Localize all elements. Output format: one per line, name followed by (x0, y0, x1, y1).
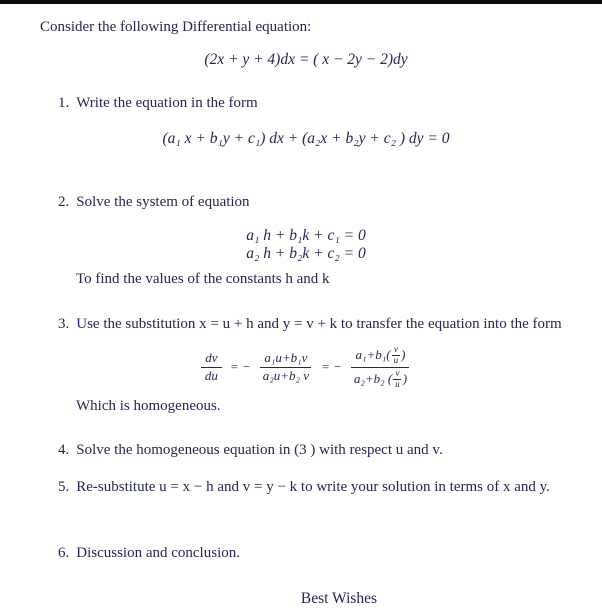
item-1-number: 1. (58, 94, 70, 111)
main-differential-equation: (2x + y + 4)dx = ( x − 2y − 2)dy (204, 50, 408, 68)
item-2-text: Solve the system of equation (76, 194, 250, 211)
middle-fraction: $\frac{\text{a₁u+b₁v}}{\text{a₂u+b₂ v}}$ (259, 351, 313, 384)
dv-du-fraction: $\frac{dv}{du}$ (201, 351, 222, 384)
list-item-2 (58, 193, 568, 213)
item-4-number: 4. (58, 441, 70, 458)
v-over-u-fraction: v u (393, 343, 399, 365)
list-item-5 (58, 478, 568, 498)
item-3-note: Which is homogeneous. (76, 398, 221, 415)
intro-text: Consider the following Differential equation: (40, 19, 312, 35)
equals-minus-sign-2: = − (321, 358, 342, 374)
item-3-text: Use the substitution x = u + h and y = v + k to transfer the equation into the form (76, 316, 562, 333)
v-over-u-fraction: v u (395, 367, 400, 389)
item-5-number: 5. (58, 479, 70, 496)
list-item-3 (58, 315, 568, 335)
list-item-1 (58, 94, 568, 114)
item-1-text: Write the equation in the form (76, 94, 258, 111)
item-5-text: Re-substitute u = x − h and v = y − k to write your solution in terms of x and y. (76, 479, 550, 496)
item-3-number: 3. (58, 316, 70, 333)
item-1-formula: (a₁ x + b₁y + c₁) dx + (a₂x + b₂y + c₂ ) dy = 0 (162, 130, 450, 148)
right-fraction: a₁+b₁( v u ) a₂+b₂ ( v u ) (350, 345, 411, 390)
closing-message: Best Wishes (300, 590, 378, 608)
scan-top-edge (0, 0, 602, 4)
system-of-equations (40, 227, 572, 265)
equals-minus-sign-1: = − (229, 358, 251, 374)
system-equation-2: a₂ h + b₂k + c₂ = 0 (246, 245, 366, 263)
item-6-text: Discussion and conclusion. (76, 544, 240, 561)
item-6-number: 6. (58, 544, 70, 561)
list-item-4 (58, 441, 568, 461)
list-item-6 (58, 544, 568, 564)
item-4-text: Solve the homogeneous equation in (3 ) with respect u and v. (76, 441, 443, 458)
item-2-note: To find the values of the constants h and k (76, 270, 330, 287)
system-equation-1: a₁ h + b₁k + c₁ = 0 (246, 226, 366, 244)
item-2-number: 2. (58, 194, 70, 211)
item-3-formula (40, 345, 572, 390)
